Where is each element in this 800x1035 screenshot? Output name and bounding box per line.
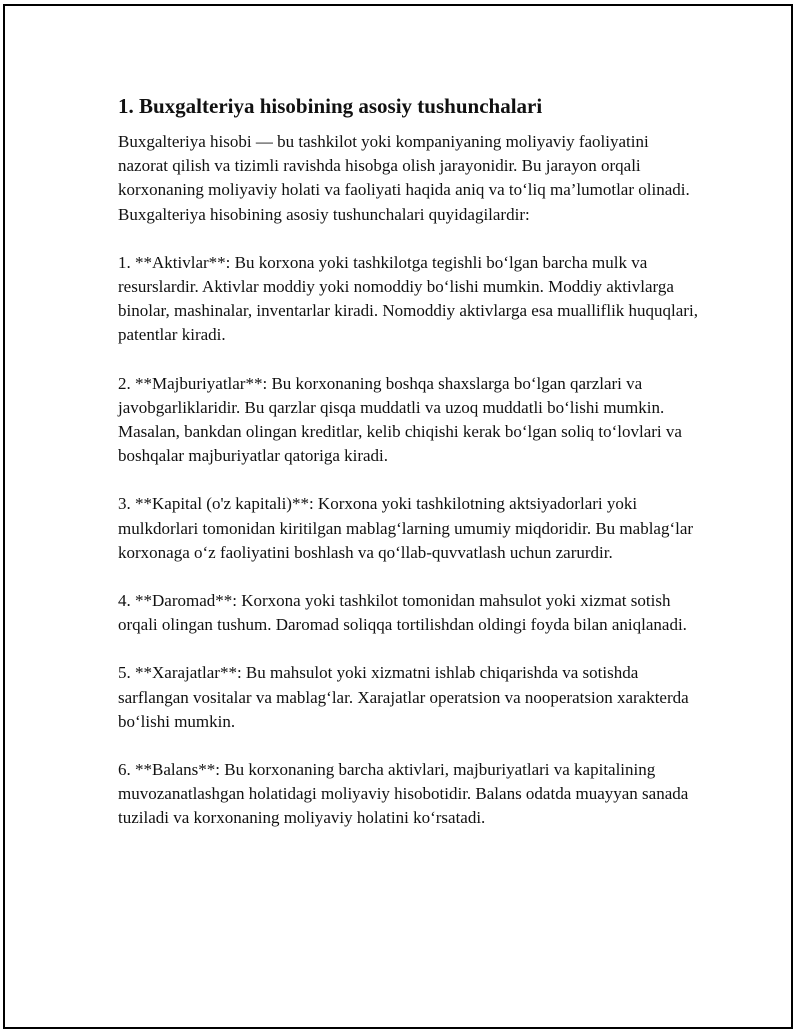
list-item-daromad: 4. **Daromad**: Korxona yoki tashkilot tomonidan mahsulot yoki xizmat sotish orqali olingan tushum. Daromad soliqqa tortilishdan oldingi foyda bilan aniqlanadi. [118, 591, 687, 635]
intro-paragraph: Buxgalteriya hisobi — bu tashkilot yoki kompaniyaning moliyaviy faoliyatini nazorat qilish va tizimli ravishda hisobga olish jarayonidir. Bu jarayon orqali korxonaning moliyaviy holati va faoliyati haqida aniq va to‘liq ma’lumotlar olinadi. Buxgalteriya hisobining asosiy tushunchalari quyidagilardir: [118, 132, 690, 224]
document-title: 1. Buxgalteriya hisobining asosiy tushunchalari [118, 94, 543, 118]
list-item-aktivlar: 1. **Aktivlar**: Bu korxona yoki tashkilotga tegishli bo‘lgan barcha mulk va resurslardir. Aktivlar moddiy yoki nomoddiy bo‘lishi mumkin. Moddiy aktivlarga binolar, mashinalar, inventarlar kiradi. Nomoddiy aktivlarga esa mualliflik huquqlari, patentlar kiradi. [118, 252, 698, 345]
list-item-balans: 6. **Balans**: Bu korxonaning barcha aktivlari, majburiyatlari va kapitalining muvozanatlashgan holatidagi moliyaviy hisobotidir. Balans odatda muayyan sanada tuziladi va korxonaning moliyaviy holatini ko‘rsatadi. [118, 760, 689, 828]
list-item-xarajatlar: 5. **Xarajatlar**: Bu mahsulot yoki xizmatni ishlab chiqarishda va sotishda sarflangan vositalar va mablag‘lar. Xarajatlar operatsion va nooperatsion xarakterda bo‘lishi mumkin. [118, 663, 689, 731]
list-item-kapital: 3. **Kapital (o'z kapitali)**: Korxona yoki tashkilotning aktsiyadorlari yoki mulkdorlari tomonidan kiritilgan mablag‘larning umumiy miqdoridir. Bu mablag‘lar korxonaga o‘z faoliyatini boshlash va qo‘llab-quvvatlash uchun zarurdir. [118, 494, 694, 562]
document-body [118, 92, 698, 855]
list-item-majburiyatlar: 2. **Majburiyatlar**: Bu korxonaning boshqa shaxslarga bo‘lgan qarzlari va javobgarliklaridir. Bu qarzlar qisqa muddatli va uzoq muddatli bo‘lishi mumkin. Masalan, bankdan olingan kreditlar, kelib chiqishi kerak bo‘lgan soliq to‘lovlari va boshqalar majburiyatlar qatoriga kiradi. [118, 373, 682, 466]
